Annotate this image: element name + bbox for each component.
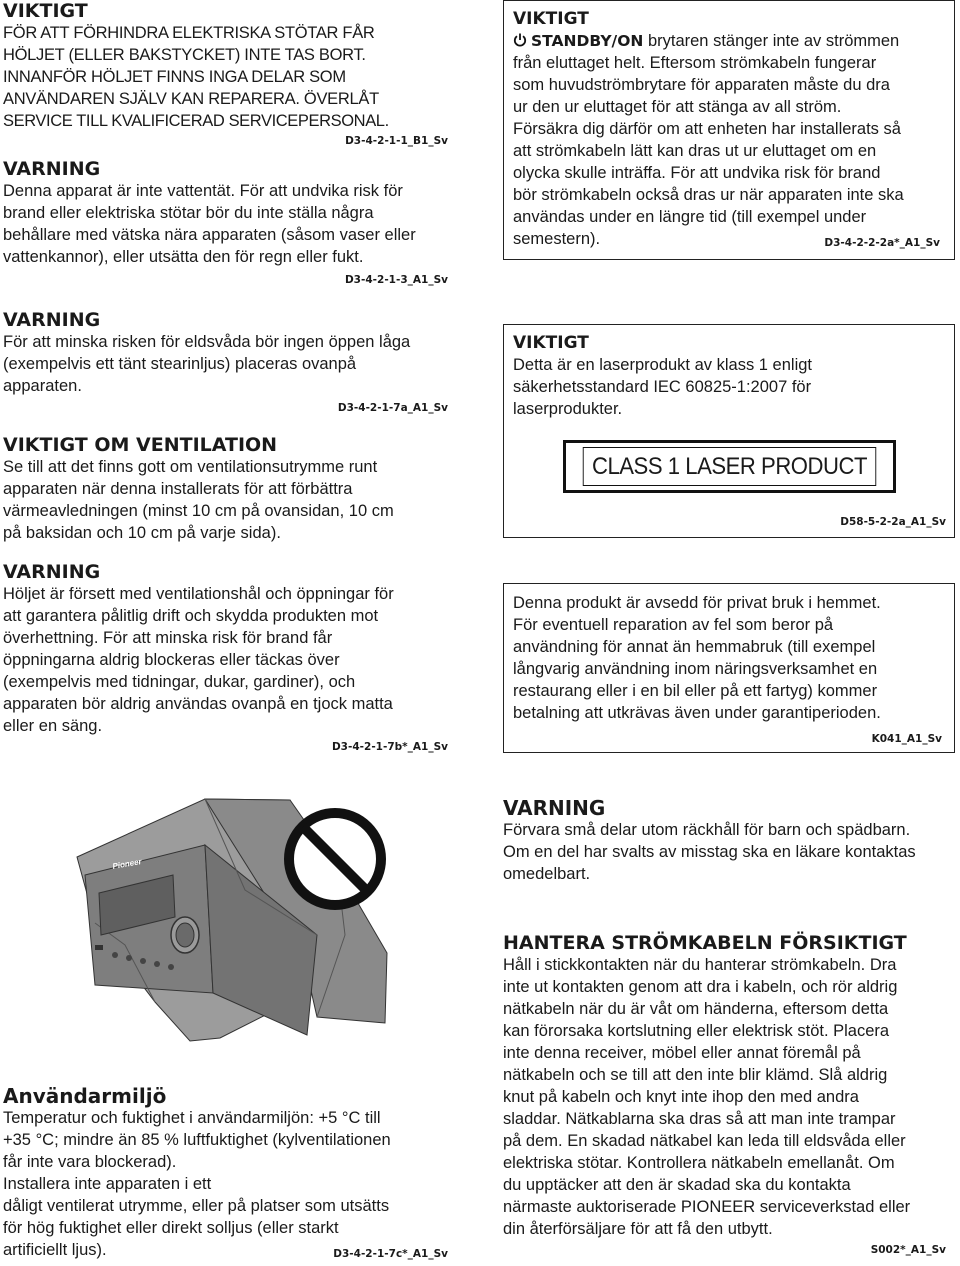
section-heading: VARNING [503, 796, 606, 820]
line: (exempelvis med tidningar, dukar, gardiner), och [3, 673, 356, 691]
line: Om en del har svalts av misstag ska en läkare kontaktas [503, 843, 916, 861]
doc-code: D58-5-2-2a_A1_Sv [840, 516, 946, 528]
doc-code: D3-4-2-1-7b*_A1_Sv [331, 741, 448, 753]
section-heading: VIKTIGT OM VENTILATION [3, 434, 278, 456]
section-heading: VIKTIGT [513, 9, 589, 29]
laser-product-label [563, 440, 896, 493]
section-small-parts [503, 797, 958, 885]
section-varning-2 [3, 158, 448, 268]
line: HÖLJET (ELLER BAKSTYCKET) INTE TAS BORT. [3, 46, 366, 64]
line: kan förorsaka kortslutning eller elektrisk stöt. Placera [503, 1022, 890, 1040]
line: säkerhetsstandard IEC 60825-1:2007 för [513, 378, 812, 396]
doc-code: D3-4-2-2-2a*_A1_Sv [824, 237, 940, 249]
section-viktigt-1 [3, 0, 448, 132]
section-private-use [513, 592, 951, 724]
line: FÖR ATT FÖRHINDRA ELEKTRISKA STÖTAR FÅR [3, 24, 375, 42]
line: sladdar. Nätkablarna ska dras så att man inte trampar [503, 1110, 896, 1128]
line: restaurang eller i en bil eller på ett fartyg) kommer [513, 682, 878, 700]
line: närmaste auktoriserade PIONEER serviceverkstad eller [503, 1198, 911, 1216]
section-anvandarmiljo [3, 1085, 448, 1261]
line: apparaten bör aldrig användas ovanpå en tjock matta [3, 695, 393, 713]
line: din återförsäljare för att få den utbytt. [503, 1220, 773, 1238]
section-varning-5 [3, 561, 448, 737]
line: Temperatur och fuktighet i användarmiljön: +5 °C till [3, 1109, 381, 1127]
line: knut på kabeln och knyt inte ihop den med andra [503, 1088, 859, 1106]
covered-device-illustration [55, 795, 455, 1065]
line: långvarig användning inom näringsverksamhet en [513, 660, 878, 678]
line: ANVÄNDAREN SJÄLV KAN REPARERA. ÖVERLÅT [3, 90, 379, 108]
line: semestern). [513, 230, 601, 248]
line: får inte vara blockerad). [3, 1153, 177, 1171]
line: apparaten. [3, 377, 82, 395]
line: Försäkra dig därför om att enheten har installerats så [513, 120, 901, 138]
line: att garantera pålitlig drift och skydda produkten mot [3, 607, 379, 625]
line: du upptäcker att den är skadad ska du kontakta [503, 1176, 851, 1194]
line: vattenkannor), eller utsätta den för regn eller fukt. [3, 248, 364, 266]
brand-logo: Pioneer [111, 857, 143, 871]
line: SERVICE TILL KVALIFICERAD SERVICEPERSONAL. [3, 112, 389, 130]
line: överhettning. För att minska risk för brand får [3, 629, 333, 647]
line: brand eller elektriska stötar bör du inte ställa några [3, 204, 374, 222]
line: inte ut kontakten genom att dra i kabeln, och rör aldrig [503, 978, 898, 996]
knob-center [176, 923, 194, 947]
line: nätkabeln och se till att den inte blir klämd. Slå aldrig [503, 1066, 888, 1084]
line: elektriska stötar. Kontrollera nätkabeln emellanåt. Om [503, 1154, 895, 1172]
line: bör strömkabeln också dras ur när apparaten inte ska [513, 186, 904, 204]
section-heading: VIKTIGT [513, 333, 589, 353]
section-heading: VARNING [3, 309, 101, 331]
doc-code: D3-4-2-1-3_A1_Sv [344, 274, 448, 286]
line: INNANFÖR HÖLJET FINNS INGA DELAR SOM [3, 68, 346, 86]
line: apparaten när denna installerats för att förbättra [3, 480, 353, 498]
line: (exempelvis ett tänt stearinljus) placeras ovanpå [3, 355, 357, 373]
line: öppningarna aldrig blockeras eller täckas över [3, 651, 340, 669]
line: för hög fuktighet eller direkt solljus (eller starkt [3, 1219, 339, 1237]
line: på baksidan och 10 cm på varje sida). [3, 524, 281, 542]
usb-port [95, 945, 103, 950]
section-varning-3 [3, 309, 448, 397]
prohibition-icon [289, 813, 381, 905]
device-button [112, 952, 118, 958]
line: behållare med vätska nära apparaten (såsom vaser eller [3, 226, 416, 244]
line: betalning att utkrävas även under garantiperioden. [513, 704, 881, 722]
line: dåligt ventilerat utrymme, eller på platser som utsätts [3, 1197, 390, 1215]
line: värmeavledningen (minst 10 cm på ovansidan, 10 cm [3, 502, 394, 520]
line: Installera inte apparaten i ett [3, 1175, 212, 1193]
doc-code: D3-4-2-1-7a_A1_Sv [337, 402, 448, 414]
section-heading: VIKTIGT [3, 0, 88, 22]
line: laserprodukter. [513, 400, 623, 418]
laser-label-text: CLASS 1 LASER PRODUCT [583, 447, 876, 486]
line: För att minska risken för eldsvåda bör ingen öppen låga [3, 333, 411, 351]
section-viktigt-laser [513, 332, 951, 420]
line: användas under en längre tid (till exempel under [513, 208, 867, 226]
line: Höljet är försett med ventilationshål och öppningar för [3, 585, 394, 603]
doc-code: S002*_A1_Sv [870, 1244, 946, 1256]
line: Förvara små delar utom räckhåll för barn och spädbarn. [503, 821, 911, 839]
line [513, 30, 951, 52]
line: För eventuell reparation av fel som beror på [513, 616, 834, 634]
line: nätkabeln när du är våt om händerna, eftersom detta [503, 1000, 889, 1018]
doc-code: D3-4-2-1-7c*_A1_Sv [333, 1248, 448, 1260]
section-viktigt-standby [513, 8, 951, 250]
section-heading: Användarmiljö [3, 1084, 167, 1108]
section-heading: VARNING [3, 561, 101, 583]
doc-code: D3-4-2-1-1_B1_Sv [345, 135, 448, 147]
line: på dem. En skadad nätkabel kan leda till eldsvåda eller [503, 1132, 906, 1150]
section-heading: VARNING [3, 158, 101, 180]
device-button [140, 958, 146, 964]
section-power-cord [503, 932, 958, 1240]
line: som huvudströmbrytare för apparaten måste du dra [513, 76, 890, 94]
device-button [168, 964, 174, 970]
line: Denna apparat är inte vattentät. För att undvika risk för [3, 182, 403, 200]
line: Se till att det finns gott om ventilationsutrymme runt [3, 458, 378, 476]
line-rest: brytaren stänger inte av strömmen [643, 32, 900, 50]
line: +35 °C; mindre än 85 % luftfuktighet (kylventilationen [3, 1131, 391, 1149]
device-button [154, 961, 160, 967]
line: eller en säng. [3, 717, 103, 735]
power-icon [513, 33, 527, 47]
section-heading: HANTERA STRÖMKABELN FÖRSIKTIGT [503, 932, 907, 954]
line: Detta är en laserprodukt av klass 1 enligt [513, 356, 812, 374]
line: från eluttaget helt. Eftersom strömkabeln fungerar [513, 54, 877, 72]
line: omedelbart. [503, 865, 591, 883]
device-button [126, 955, 132, 961]
standby-label: STANDBY/ON [531, 32, 644, 50]
doc-code: K041_A1_Sv [871, 733, 942, 745]
section-ventilation [3, 434, 448, 544]
line: Denna produkt är avsedd för privat bruk i hemmet. [513, 594, 881, 612]
line: ur den ur eluttaget för att stänga av all ström. [513, 98, 842, 116]
line: artificiellt ljus). [3, 1241, 107, 1259]
line: användning för annat än hemmabruk (till exempel [513, 638, 876, 656]
line: inte denna receiver, möbel eller annat föremål på [503, 1044, 861, 1062]
line: olycka skulle inträffa. För att undvika risk för brand [513, 164, 881, 182]
line: Håll i stickkontakten när du hanterar strömkabeln. Dra [503, 956, 897, 974]
line: att strömkabeln lätt kan dras ut ur eluttaget om en [513, 142, 877, 160]
